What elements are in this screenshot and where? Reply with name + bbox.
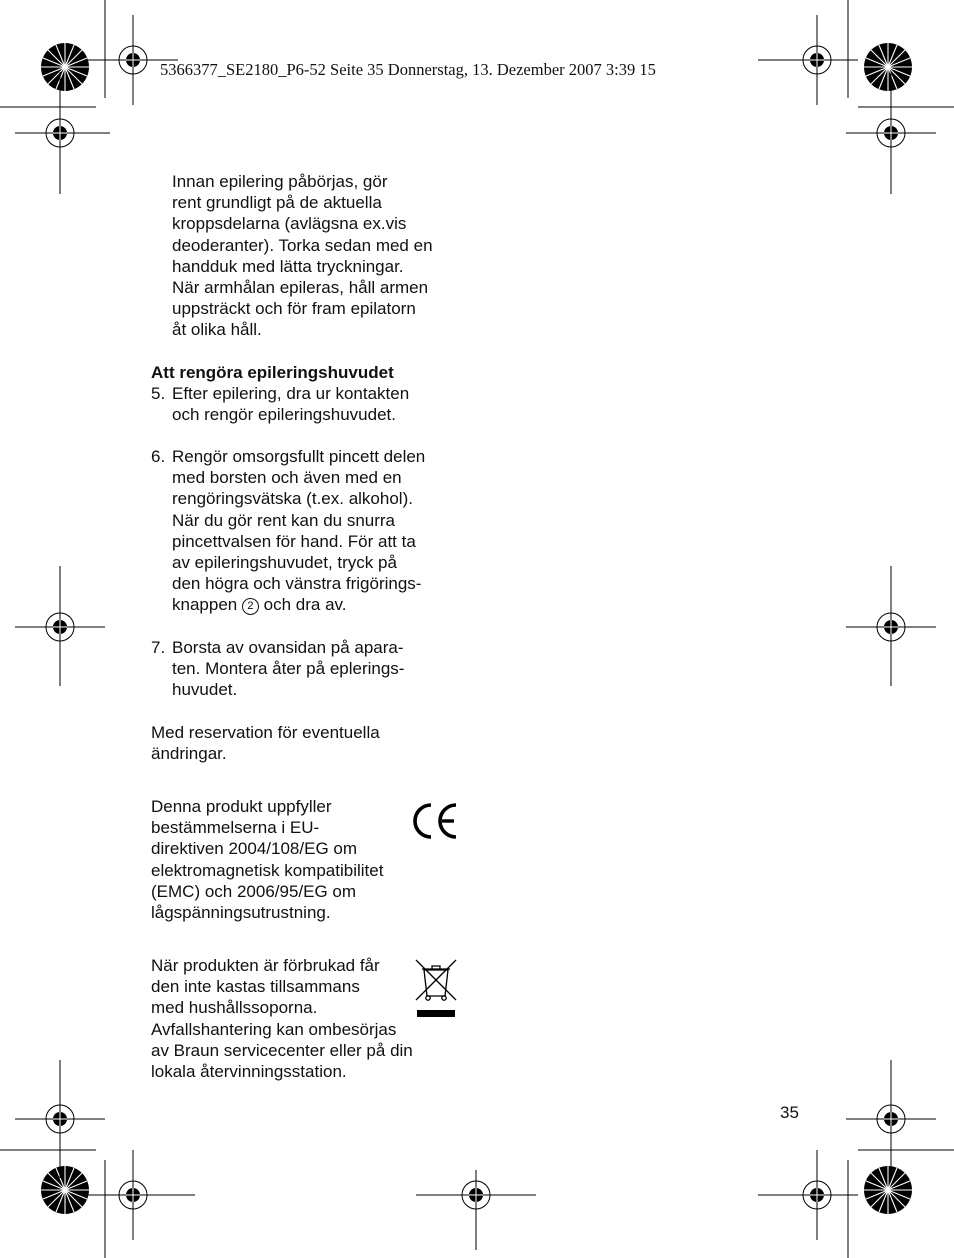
text-line: Efter epilering, dra ur kontakten xyxy=(172,384,410,403)
text-line: lågspänningsutrustning. xyxy=(151,903,331,923)
text-line: huvudet. xyxy=(172,680,238,700)
text-line: av Braun servicecenter eller på din xyxy=(151,1040,413,1060)
text-line: Denna produkt uppfyller xyxy=(151,797,332,816)
registration-crosshair-icon xyxy=(75,1135,195,1258)
text-line: direktiven 2004/108/EG om xyxy=(151,839,358,859)
text-line: av epileringshuvudet, tryck på xyxy=(172,553,397,573)
text-line: rent grundligt på de aktuella xyxy=(172,193,382,213)
text-fragment: knappen xyxy=(172,595,242,615)
text-line: med hushållssoporna. xyxy=(151,998,318,1018)
registration-crosshair-icon xyxy=(0,566,120,688)
text-line xyxy=(172,594,461,615)
circled-number-icon: 2 xyxy=(242,598,259,615)
text-line: När produkten är förbrukad får xyxy=(151,956,380,975)
list-item-step-7 xyxy=(151,637,461,701)
ce-compliance-paragraph xyxy=(151,796,383,923)
text-line: ändringar. xyxy=(151,744,227,764)
reservation-note xyxy=(151,722,380,764)
text-line: elektromagnetisk kompatibilitet xyxy=(151,860,384,880)
text-line: handduk med lätta tryckningar. xyxy=(172,256,404,276)
text-line: pincettvalsen för hand. För att ta xyxy=(172,531,416,551)
registration-crosshair-icon xyxy=(758,1135,878,1258)
text-line: Med reservation för eventuella xyxy=(151,723,380,742)
text-line: Borsta av ovansidan på apara- xyxy=(172,638,404,657)
list-item-step-6 xyxy=(151,446,461,616)
text-line: med borsten och även med en xyxy=(172,468,402,488)
registration-crosshair-icon xyxy=(416,1135,536,1258)
step-number: 5. xyxy=(151,384,166,403)
crossed-out-bin-icon xyxy=(413,958,459,1020)
weee-disposal-paragraph xyxy=(151,955,413,1082)
text-line: och rengör epileringshuvudet. xyxy=(172,405,396,425)
text-line: Rengör omsorgsfullt pincett delen xyxy=(172,447,426,466)
text-line: kroppsdelarna (avlägsna ex.vis xyxy=(172,214,407,234)
registration-crosshair-icon xyxy=(0,72,120,197)
ce-mark-icon xyxy=(412,802,458,840)
text-line: Avfallshantering kan ombesörjas xyxy=(151,1019,397,1039)
print-slug-header: 5366377_SE2180_P6-52 Seite 35 Donnerstag, 13. Dezember 2007 3:39 15 xyxy=(160,60,656,79)
text-line: uppsträckt och för fram epilatorn xyxy=(172,299,416,319)
step-number: 6. xyxy=(151,447,166,466)
text-line: När du gör rent kan du snurra xyxy=(172,510,396,530)
step-number: 7. xyxy=(151,638,166,657)
intro-paragraph xyxy=(172,171,462,341)
text-line: rengöringsvätska (t.ex. alkohol). xyxy=(172,489,413,509)
list-item-step-5 xyxy=(151,383,461,425)
text-line: Innan epilering påbörjas, gör xyxy=(172,172,388,191)
text-line: deoderanter). Torka sedan med en xyxy=(172,235,433,255)
text-line: den inte kastas tillsammans xyxy=(151,977,360,997)
text-line: lokala återvinningsstation. xyxy=(151,1062,347,1082)
text-line: ten. Montera åter på eplerings- xyxy=(172,659,405,679)
registration-crosshair-icon xyxy=(832,566,954,688)
text-line: den högra och vänstra frigörings- xyxy=(172,574,422,594)
text-line: När armhålan epileras, håll armen xyxy=(172,278,429,298)
text-line: åt olika håll. xyxy=(172,320,262,340)
registration-crosshair-icon xyxy=(832,72,954,197)
text-line: (EMC) och 2006/95/EG om xyxy=(151,881,357,901)
section-heading: Att rengöra epileringshuvudet xyxy=(151,363,394,382)
text-fragment: och dra av. xyxy=(258,595,347,615)
text-line: bestämmelserna i EU- xyxy=(151,818,320,838)
page-number: 35 xyxy=(780,1103,799,1122)
